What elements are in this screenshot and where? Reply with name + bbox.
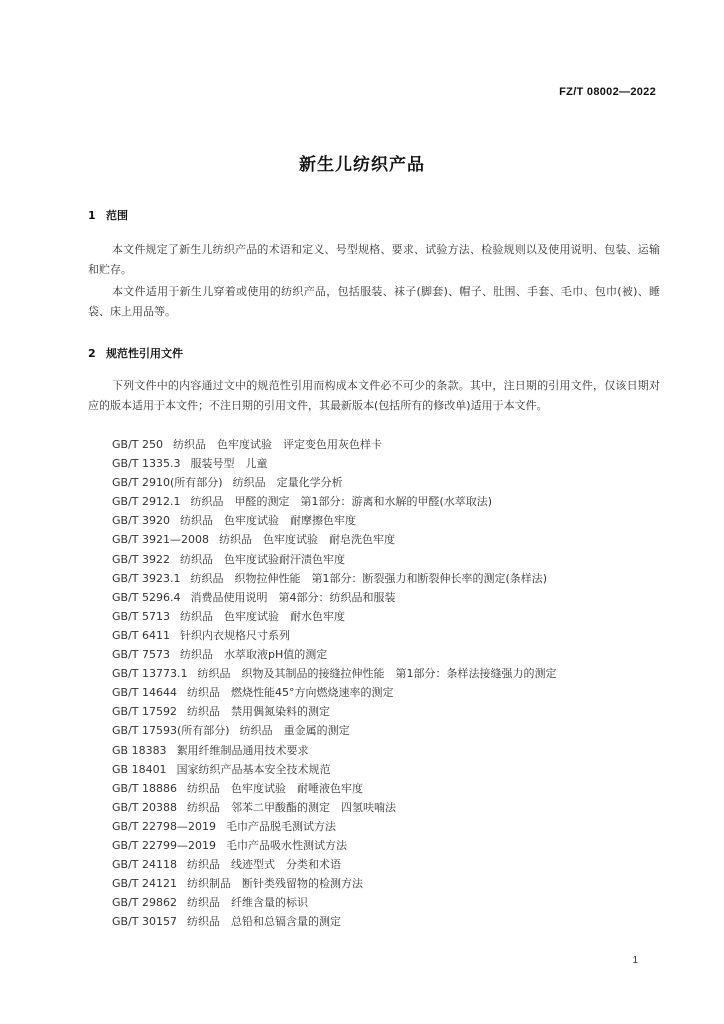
reference-item — [112, 492, 556, 511]
reference-title: 纺织品 纤维含量的标识 — [187, 896, 308, 910]
reference-item — [112, 912, 556, 931]
reference-code: GB/T 2910(所有部分) — [112, 476, 223, 490]
reference-item — [112, 645, 556, 664]
reference-code: GB/T 3920 — [112, 514, 170, 528]
reference-title: 纺织品 重金属的测定 — [239, 724, 350, 738]
reference-code: GB/T 250 — [112, 438, 163, 451]
reference-title: 纺织品 水萃取液pH值的测定 — [180, 648, 328, 662]
reference-title: 纺织品 禁用偶氮染料的测定 — [187, 705, 330, 719]
reference-title: 纺织品 色牢度试验 耐皂洗色牢度 — [218, 533, 395, 547]
reference-code: GB/T 17593(所有部分) — [112, 724, 230, 738]
reference-code: GB/T 13773.1 — [112, 667, 188, 681]
section-title: 范围 — [106, 209, 128, 222]
reference-item — [112, 435, 556, 454]
reference-title: 纺织品 线迹型式 分类和术语 — [187, 858, 341, 872]
section-number: 1 — [88, 209, 96, 222]
reference-code: GB/T 5296.4 — [112, 590, 181, 604]
reference-item — [112, 511, 556, 530]
reference-title: 纺织品 色牢度试验 评定变色用灰色样卡 — [173, 438, 382, 451]
reference-code: GB/T 1335.3 — [112, 457, 181, 471]
reference-item — [112, 588, 556, 607]
reference-title: 纺织品 总铅和总镉含量的测定 — [187, 915, 341, 929]
section-title: 规范性引用文件 — [106, 347, 183, 360]
reference-code: GB/T 2912.1 — [112, 495, 181, 509]
reference-title: 纺织品 甲醛的测定 第1部分：游离和水解的甲醛(水萃取法) — [190, 495, 493, 509]
reference-code: GB/T 22798—2019 — [112, 819, 216, 833]
reference-item — [112, 798, 556, 817]
reference-item — [112, 702, 556, 721]
reference-item — [112, 683, 556, 702]
reference-title: 纺织品 色牢度试验耐汗渍色牢度 — [180, 552, 345, 566]
reference-item — [112, 874, 556, 893]
references-intro-paragraph: 下列文件中的内容通过文中的规范性引用而构成本文件必不可少的条款。其中，注日期的引用文件，仅该日期对应的版本适用于本文件；不注日期的引用文件，其最新版本(包括所有的修改单)适用于本文件。 — [88, 379, 660, 412]
section-1-heading — [88, 207, 128, 223]
reference-item — [112, 893, 556, 912]
section-number: 2 — [88, 347, 96, 360]
reference-item — [112, 550, 556, 569]
reference-title: 纺织品 织物拉伸性能 第1部分：断裂强力和断裂伸长率的测定(条样法) — [190, 571, 548, 585]
reference-item — [112, 569, 556, 588]
reference-title: 消费品使用说明 第4部分：纺织品和服装 — [190, 590, 396, 604]
standard-code: FZ/T 08002—2022 — [559, 86, 656, 98]
reference-item — [112, 607, 556, 626]
reference-code: GB 18383 — [112, 743, 167, 757]
reference-code: GB 18401 — [112, 762, 167, 776]
reference-item — [112, 779, 556, 798]
reference-item — [112, 760, 556, 779]
scope-paragraph-2: 本文件适用于新生儿穿着或使用的纺织产品，包括服装、袜子(脚套)、帽子、肚围、手套、毛巾、包巾(被)、睡袋、床上用品等。 — [88, 285, 660, 318]
reference-title: 纺织品 色牢度试验 耐摩擦色牢度 — [180, 514, 356, 528]
reference-code: GB/T 18886 — [112, 781, 177, 795]
reference-title: 毛巾产品脱毛测试方法 — [225, 819, 336, 833]
reference-code: GB/T 24121 — [112, 877, 177, 891]
page-number: 1 — [632, 955, 638, 966]
reference-item — [112, 817, 556, 836]
reference-title: 纺织品 定量化学分析 — [232, 476, 343, 490]
reference-code: GB/T 29862 — [112, 896, 177, 910]
reference-item — [112, 855, 556, 874]
reference-item — [112, 473, 556, 492]
reference-title: 国家纺织产品基本安全技术规范 — [176, 762, 331, 776]
reference-item — [112, 836, 556, 855]
reference-title: 纺织制品 断针类残留物的检测方法 — [187, 877, 363, 891]
reference-item — [112, 454, 556, 473]
reference-code: GB/T 3922 — [112, 552, 170, 566]
reference-title: 针织内衣规格尺寸系列 — [180, 628, 290, 642]
reference-item — [112, 626, 556, 645]
reference-code: GB/T 17592 — [112, 705, 177, 719]
reference-title: 纺织品 色牢度试验 耐水色牢度 — [180, 609, 345, 623]
reference-item — [112, 664, 556, 683]
reference-code: GB/T 6411 — [112, 628, 170, 642]
reference-title: 毛巾产品吸水性测试方法 — [225, 838, 347, 852]
reference-code: GB/T 20388 — [112, 800, 177, 814]
reference-title: 纺织品 色牢度试验 耐唾液色牢度 — [187, 781, 363, 795]
reference-title: 服装号型 儿童 — [190, 457, 268, 471]
reference-code: GB/T 22799—2019 — [112, 838, 216, 852]
scope-paragraph-1: 本文件规定了新生儿纺织产品的术语和定义、号型规格、要求、试验方法、检验规则以及使用说明、包装、运输和贮存。 — [88, 243, 660, 276]
reference-title: 絮用纤维制品通用技术要求 — [176, 743, 309, 757]
reference-item — [112, 530, 556, 549]
document-title: 新生儿纺织产品 — [299, 155, 425, 175]
reference-code: GB/T 3923.1 — [112, 571, 181, 585]
section-2-heading — [88, 345, 183, 361]
reference-title: 纺织品 邻苯二甲酸酯的测定 四氢呋喃法 — [187, 800, 396, 814]
reference-code: GB/T 14644 — [112, 686, 177, 700]
reference-title: 纺织品 燃烧性能45°方向燃烧速率的测定 — [187, 686, 394, 700]
reference-code: GB/T 24118 — [112, 858, 177, 872]
reference-list — [112, 435, 556, 931]
reference-code: GB/T 30157 — [112, 915, 177, 929]
reference-item — [112, 721, 556, 740]
reference-title: 纺织品 织物及其制品的接缝拉伸性能 第1部分：条样法接缝强力的测定 — [197, 667, 557, 681]
reference-code: GB/T 3921—2008 — [112, 533, 209, 547]
reference-item — [112, 741, 556, 760]
reference-code: GB/T 5713 — [112, 609, 170, 623]
reference-code: GB/T 7573 — [112, 648, 170, 662]
